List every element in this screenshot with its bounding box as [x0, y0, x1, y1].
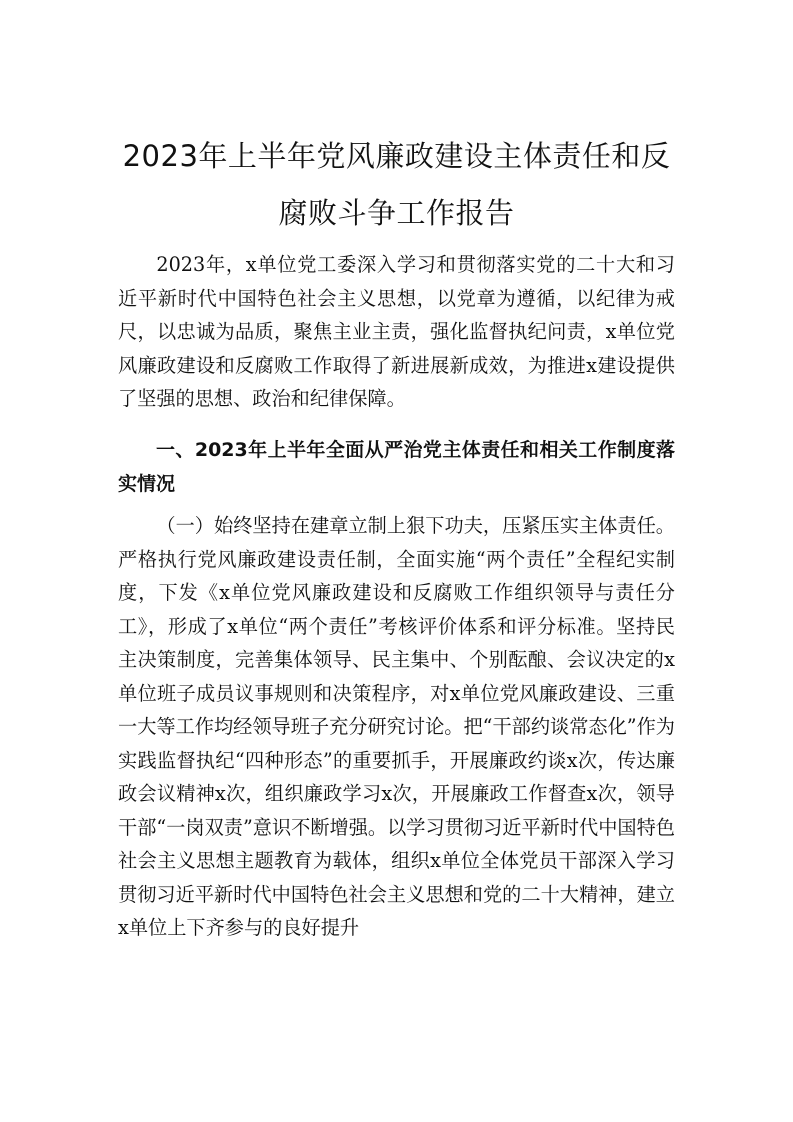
intro-paragraph-block [118, 248, 675, 416]
document-title-line-2: 腐败斗争工作报告 [278, 196, 515, 230]
section-heading: 一、2023年上半年全面从严治党主体责任和相关工作制度落实情况 [118, 439, 675, 495]
intro-paragraph: 2023年，x单位党工委深入学习和贯彻落实党的二十大和习近平新时代中国特色社会主义思想，以党章为遵循，以纪律为戒尺，以忠诚为品质，聚焦主业主责，强化监督执纪问责，x单位党风廉政建设和反腐败工作取得了新进展新成效，为推进x建设提供了坚强的思想、政治和纪律保障。 [118, 253, 675, 410]
section-heading-block [118, 434, 675, 501]
section1-paragraph-block [118, 509, 675, 945]
section1-paragraph: （一）始终坚持在建章立制上狠下功夫，压紧压实主体责任。严格执行党风廉政建设责任制，全面实施“两个责任”全程纪实制度，下发《x单位党风廉政建设和反腐败工作组织领导与责任分工》，形成了x单位“两个责任”考核评价体系和评分标准。坚持民主决策制度，完善集体领导、民主集中、个别酝酿、会议决定的x单位班子成员议事规则和决策程序，对x单位党风廉政建设、三重一大等工作均经领导班子充分研究讨论。把“干部约谈常态化”作为实践监督执纪“四种形态”的重要抓手，开展廉政约谈x次，传达廉政会议精神x次，组织廉政学习x次，开展廉政工作督查x次，领导干部“一岗双责”意识不断增强。以学习贯彻习近平新时代中国特色社会主义思想主题教育为载体，组织x单位全体党员干部深入学习贯彻习近平新时代中国特色社会主义思想和党的二十大精神，建立x单位上下齐参与的良好提升 [118, 514, 675, 939]
document-title-line-1: 2023年上半年党风廉政建设主体责任和反 [122, 139, 671, 173]
